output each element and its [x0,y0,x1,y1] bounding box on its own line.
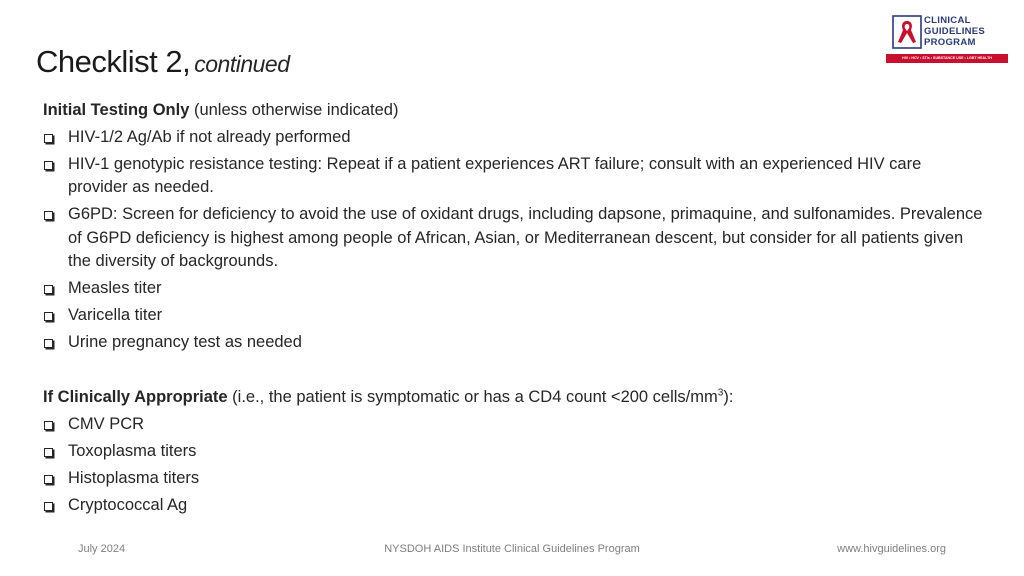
section-initial-testing-heading [43,99,983,123]
list-item [43,277,983,301]
title-main: Checklist 2, [36,44,191,79]
list-item-text: G6PD: Screen for deficiency to avoid the use of oxidant drugs, including dapsone, primaquine, and sulfonamides. Prevalence of G6PD deficiency is highest among people of African, Asian, or Mediterranean descent, but consider for all patients given the diversity of backgrounds. [68,205,983,270]
logo-wordmark [924,15,985,48]
title-sub: continued [194,51,290,77]
list-item-text: HIV-1 genotypic resistance testing: Repeat if a patient experiences ART failure; consult with an experienced HIV care provider as needed. [68,154,922,196]
checkbox-icon [44,134,53,143]
list-item [43,413,983,437]
initial-testing-list [43,126,983,355]
checkbox-icon [44,285,53,294]
list-item [43,494,983,518]
footer-org: NYSDOH AIDS Institute Clinical Guidelines Program [384,543,640,555]
heading-superscript: 3 [717,387,724,399]
section-spacer [43,358,983,386]
heading-bold: If Clinically Appropriate [43,388,228,406]
checkbox-icon [44,161,53,170]
list-item [43,467,983,491]
list-item [43,203,983,274]
list-item-text: HIV-1/2 Ag/Ab if not already performed [68,127,351,146]
logo-line-2: GUIDELINES [924,26,986,37]
checkbox-icon [44,421,53,430]
checkbox-icon [44,339,53,348]
page-title [36,44,289,80]
section-clinical-heading [43,386,983,410]
checkbox-icon [44,312,53,321]
list-item [43,153,983,200]
list-item [43,126,983,150]
list-item-text: Varicella titer [68,306,163,324]
awareness-ribbon-icon [892,15,922,49]
heading-bold: Initial Testing Only [43,101,190,119]
checkbox-icon [44,475,53,484]
program-logo [886,12,1008,64]
list-item-text: Histoplasma titers [68,468,200,487]
logo-line-3: PROGRAM [924,37,976,48]
list-item-text: Cryptococcal Ag [68,495,188,514]
list-item [43,440,983,464]
heading-end: ): [723,388,734,406]
footer-url[interactable]: www.hivguidelines.org [837,543,946,555]
logo-line-1: CLINICAL [924,15,971,26]
list-item-text: Toxoplasma titers [68,441,197,460]
checkbox-icon [44,448,53,457]
list-item [43,304,983,328]
list-item-text: Urine pregnancy test as needed [68,333,302,351]
clinical-testing-list [43,413,983,518]
checklist-content [43,99,983,521]
footer-date: July 2024 [78,543,126,555]
checkbox-icon [44,211,53,220]
list-item [43,331,983,355]
list-item-text: CMV PCR [68,414,145,433]
list-item-text: Measles titer [68,279,162,297]
checkbox-icon [44,502,53,511]
heading-rest: (i.e., the patient is symptomatic or has a CD4 count <200 cells/mm [227,388,718,406]
logo-tagline: HIV • HCV • STIs • SUBSTANCE USE • LGBT HEALTH [886,54,1008,63]
heading-rest: (unless otherwise indicated) [189,101,399,119]
